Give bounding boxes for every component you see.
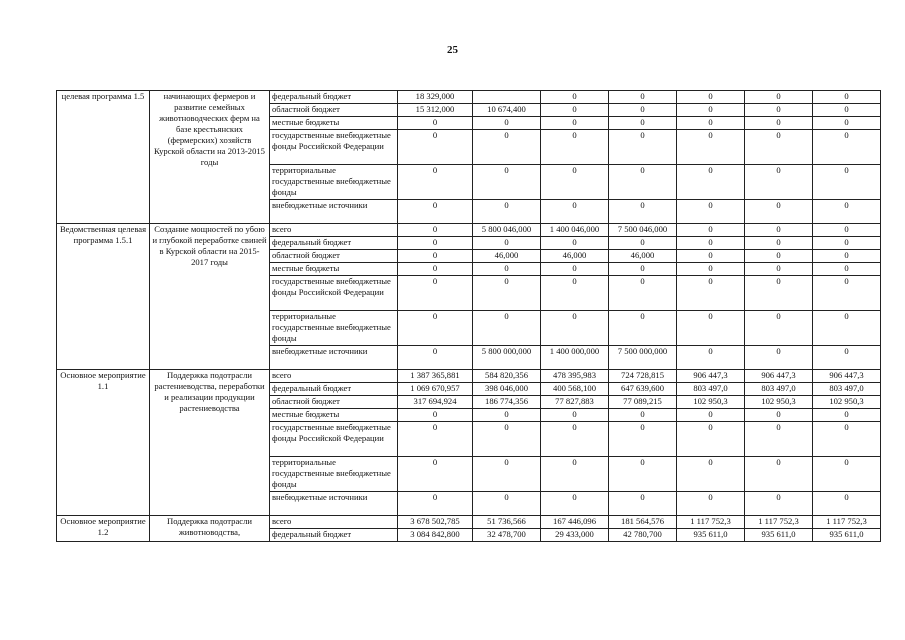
amount-cell: 906 447,3: [677, 370, 745, 383]
amount-cell: 0: [813, 457, 881, 492]
status-cell: Ведомственная целевая программа 1.5.1: [57, 224, 150, 370]
amount-cell: 77 827,883: [541, 396, 609, 409]
funding-source-cell: всего: [270, 370, 398, 383]
amount-cell: 0: [609, 117, 677, 130]
amount-cell: 46,000: [473, 250, 541, 263]
amount-cell: 803 497,0: [745, 383, 813, 396]
amount-cell: 0: [473, 200, 541, 224]
amount-cell: 0: [745, 492, 813, 516]
amount-cell: 0: [473, 409, 541, 422]
amount-cell: 0: [609, 276, 677, 311]
amount-cell: 0: [677, 276, 745, 311]
funding-source-cell: внебюджетные источники: [270, 200, 398, 224]
amount-cell: 0: [677, 117, 745, 130]
amount-cell: 0: [677, 263, 745, 276]
amount-cell: 0: [398, 457, 473, 492]
amount-cell: 29 433,000: [541, 529, 609, 542]
amount-cell: 0: [541, 130, 609, 165]
amount-cell: 0: [745, 409, 813, 422]
program-name-cell: Поддержка подотрасли растениеводства, переработки и реализации продукции растениеводства: [150, 370, 270, 516]
amount-cell: 3 084 842,800: [398, 529, 473, 542]
program-name-cell: начинающих фермеров и развитие семейных животноводческих ферм на базе крестьянских (фермерских) хозяйств Курской области на 2013-2015 годы: [150, 91, 270, 224]
amount-cell: 0: [609, 130, 677, 165]
amount-cell: 803 497,0: [813, 383, 881, 396]
amount-cell: 1 117 752,3: [813, 516, 881, 529]
amount-cell: 0: [813, 250, 881, 263]
amount-cell: 0: [473, 422, 541, 457]
amount-cell: 0: [398, 200, 473, 224]
amount-cell: 0: [677, 492, 745, 516]
amount-cell: 102 950,3: [745, 396, 813, 409]
amount-cell: 0: [541, 263, 609, 276]
funding-source-cell: местные бюджеты: [270, 263, 398, 276]
table-row: [57, 370, 881, 383]
amount-cell: 0: [473, 457, 541, 492]
amount-cell: 0: [813, 492, 881, 516]
amount-cell: 0: [609, 165, 677, 200]
funding-source-cell: областной бюджет: [270, 250, 398, 263]
amount-cell: 0: [745, 224, 813, 237]
status-cell: Основное мероприятие 1.2: [57, 516, 150, 542]
amount-cell: 0: [609, 91, 677, 104]
amount-cell: 7 500 046,000: [609, 224, 677, 237]
status-cell: целевая программа 1.5: [57, 91, 150, 224]
funding-source-cell: федеральный бюджет: [270, 237, 398, 250]
funding-source-cell: государственные внебюджетные фонды Российской Федерации: [270, 130, 398, 165]
amount-cell: 51 736,566: [473, 516, 541, 529]
amount-cell: 0: [745, 346, 813, 370]
amount-cell: 0: [398, 165, 473, 200]
amount-cell: 10 674,400: [473, 104, 541, 117]
amount-cell: 0: [677, 130, 745, 165]
amount-cell: 0: [813, 422, 881, 457]
amount-cell: 0: [473, 311, 541, 346]
amount-cell: 906 447,3: [813, 370, 881, 383]
amount-cell: 42 780,700: [609, 529, 677, 542]
amount-cell: 0: [813, 91, 881, 104]
amount-cell: 0: [813, 224, 881, 237]
amount-cell: 0: [745, 311, 813, 346]
amount-cell: 0: [609, 409, 677, 422]
amount-cell: 0: [677, 224, 745, 237]
funding-source-cell: внебюджетные источники: [270, 492, 398, 516]
amount-cell: 77 089,215: [609, 396, 677, 409]
status-cell: Основное мероприятие 1.1: [57, 370, 150, 516]
funding-source-cell: территориальные государственные внебюджетные фонды: [270, 457, 398, 492]
amount-cell: 1 069 670,957: [398, 383, 473, 396]
amount-cell: 0: [398, 276, 473, 311]
amount-cell: 0: [677, 250, 745, 263]
amount-cell: 0: [677, 165, 745, 200]
amount-cell: 0: [813, 104, 881, 117]
amount-cell: 1 117 752,3: [677, 516, 745, 529]
amount-cell: 0: [398, 263, 473, 276]
amount-cell: 0: [813, 263, 881, 276]
amount-cell: 0: [745, 263, 813, 276]
amount-cell: 0: [541, 492, 609, 516]
amount-cell: 0: [745, 457, 813, 492]
amount-cell: 0: [609, 200, 677, 224]
table-row: [57, 91, 881, 104]
amount-cell: 0: [677, 457, 745, 492]
amount-cell: 0: [745, 250, 813, 263]
table-row: [57, 516, 881, 529]
funding-source-cell: государственные внебюджетные фонды Российской Федерации: [270, 422, 398, 457]
amount-cell: 400 568,100: [541, 383, 609, 396]
amount-cell: 935 611,0: [813, 529, 881, 542]
amount-cell: 0: [677, 91, 745, 104]
amount-cell: 0: [541, 276, 609, 311]
amount-cell: 0: [813, 311, 881, 346]
amount-cell: 0: [813, 130, 881, 165]
amount-cell: 0: [745, 237, 813, 250]
funding-source-cell: всего: [270, 224, 398, 237]
amount-cell: 0: [541, 311, 609, 346]
budget-table: [56, 90, 881, 542]
amount-cell: 18 329,000: [398, 91, 473, 104]
funding-source-cell: федеральный бюджет: [270, 91, 398, 104]
amount-cell: 0: [677, 346, 745, 370]
amount-cell: 0: [813, 200, 881, 224]
program-name-cell: Создание мощностей по убою и глубокой переработке свиней в Курской области на 2015-2017 годы: [150, 224, 270, 370]
amount-cell: 46,000: [609, 250, 677, 263]
amount-cell: 1 400 046,000: [541, 224, 609, 237]
amount-cell: 46,000: [541, 250, 609, 263]
amount-cell: 0: [609, 104, 677, 117]
amount-cell: 0: [398, 237, 473, 250]
amount-cell: 0: [813, 276, 881, 311]
amount-cell: 0: [677, 311, 745, 346]
page-number: 25: [447, 44, 458, 56]
amount-cell: 0: [609, 457, 677, 492]
amount-cell: 0: [398, 492, 473, 516]
amount-cell: 0: [745, 200, 813, 224]
amount-cell: 0: [398, 311, 473, 346]
amount-cell: 724 728,815: [609, 370, 677, 383]
amount-cell: 0: [745, 130, 813, 165]
amount-cell: 0: [541, 457, 609, 492]
amount-cell: 0: [813, 346, 881, 370]
amount-cell: 0: [541, 91, 609, 104]
amount-cell: 0: [473, 263, 541, 276]
funding-source-cell: государственные внебюджетные фонды Российской Федерации: [270, 276, 398, 311]
amount-cell: 0: [541, 200, 609, 224]
table-row: [57, 224, 881, 237]
amount-cell: 0: [609, 237, 677, 250]
amount-cell: 0: [398, 224, 473, 237]
amount-cell: 0: [677, 237, 745, 250]
amount-cell: 0: [745, 104, 813, 117]
amount-cell: 0: [677, 104, 745, 117]
funding-source-cell: федеральный бюджет: [270, 383, 398, 396]
amount-cell: 0: [398, 346, 473, 370]
amount-cell: 7 500 000,000: [609, 346, 677, 370]
amount-cell: 0: [398, 117, 473, 130]
amount-cell: 5 800 046,000: [473, 224, 541, 237]
amount-cell: 102 950,3: [813, 396, 881, 409]
amount-cell: 0: [473, 117, 541, 130]
amount-cell: 0: [541, 165, 609, 200]
amount-cell: 5 800 000,000: [473, 346, 541, 370]
amount-cell: 0: [398, 250, 473, 263]
amount-cell: 3 678 502,785: [398, 516, 473, 529]
amount-cell: 0: [677, 409, 745, 422]
amount-cell: 0: [398, 130, 473, 165]
amount-cell: 398 046,000: [473, 383, 541, 396]
amount-cell: 1 387 365,881: [398, 370, 473, 383]
amount-cell: 0: [813, 165, 881, 200]
amount-cell: 1 117 752,3: [745, 516, 813, 529]
amount-cell: 0: [541, 104, 609, 117]
amount-cell: 935 611,0: [745, 529, 813, 542]
amount-cell: 0: [745, 422, 813, 457]
program-name-cell: Поддержка подотрасли животноводства,: [150, 516, 270, 542]
funding-source-cell: территориальные государственные внебюджетные фонды: [270, 165, 398, 200]
amount-cell: 0: [745, 165, 813, 200]
amount-cell: 0: [813, 237, 881, 250]
amount-cell: 167 446,096: [541, 516, 609, 529]
amount-cell: 0: [541, 409, 609, 422]
amount-cell: 0: [745, 91, 813, 104]
amount-cell: 317 694,924: [398, 396, 473, 409]
amount-cell: 647 639,600: [609, 383, 677, 396]
amount-cell: 0: [813, 409, 881, 422]
amount-cell: 0: [745, 117, 813, 130]
amount-cell: 0: [473, 237, 541, 250]
amount-cell: 0: [677, 200, 745, 224]
amount-cell: 478 395,983: [541, 370, 609, 383]
amount-cell: 0: [609, 492, 677, 516]
amount-cell: 0: [473, 130, 541, 165]
amount-cell: 906 447,3: [745, 370, 813, 383]
funding-source-cell: местные бюджеты: [270, 117, 398, 130]
amount-cell: 0: [541, 237, 609, 250]
amount-cell: [473, 91, 541, 104]
amount-cell: 0: [677, 422, 745, 457]
amount-cell: 0: [398, 422, 473, 457]
amount-cell: 584 820,356: [473, 370, 541, 383]
amount-cell: 0: [473, 276, 541, 311]
funding-source-cell: областной бюджет: [270, 104, 398, 117]
amount-cell: 0: [473, 165, 541, 200]
amount-cell: 0: [541, 117, 609, 130]
funding-source-cell: внебюджетные источники: [270, 346, 398, 370]
funding-source-cell: федеральный бюджет: [270, 529, 398, 542]
funding-source-cell: территориальные государственные внебюджетные фонды: [270, 311, 398, 346]
amount-cell: 0: [813, 117, 881, 130]
funding-source-cell: всего: [270, 516, 398, 529]
amount-cell: 803 497,0: [677, 383, 745, 396]
amount-cell: 0: [473, 492, 541, 516]
amount-cell: 181 564,576: [609, 516, 677, 529]
amount-cell: 0: [398, 409, 473, 422]
amount-cell: 186 774,356: [473, 396, 541, 409]
amount-cell: 102 950,3: [677, 396, 745, 409]
amount-cell: 32 478,700: [473, 529, 541, 542]
funding-source-cell: местные бюджеты: [270, 409, 398, 422]
amount-cell: 0: [609, 263, 677, 276]
amount-cell: 15 312,000: [398, 104, 473, 117]
amount-cell: 0: [609, 311, 677, 346]
amount-cell: 935 611,0: [677, 529, 745, 542]
amount-cell: 0: [541, 422, 609, 457]
amount-cell: 1 400 000,000: [541, 346, 609, 370]
amount-cell: 0: [609, 422, 677, 457]
funding-source-cell: областной бюджет: [270, 396, 398, 409]
amount-cell: 0: [745, 276, 813, 311]
